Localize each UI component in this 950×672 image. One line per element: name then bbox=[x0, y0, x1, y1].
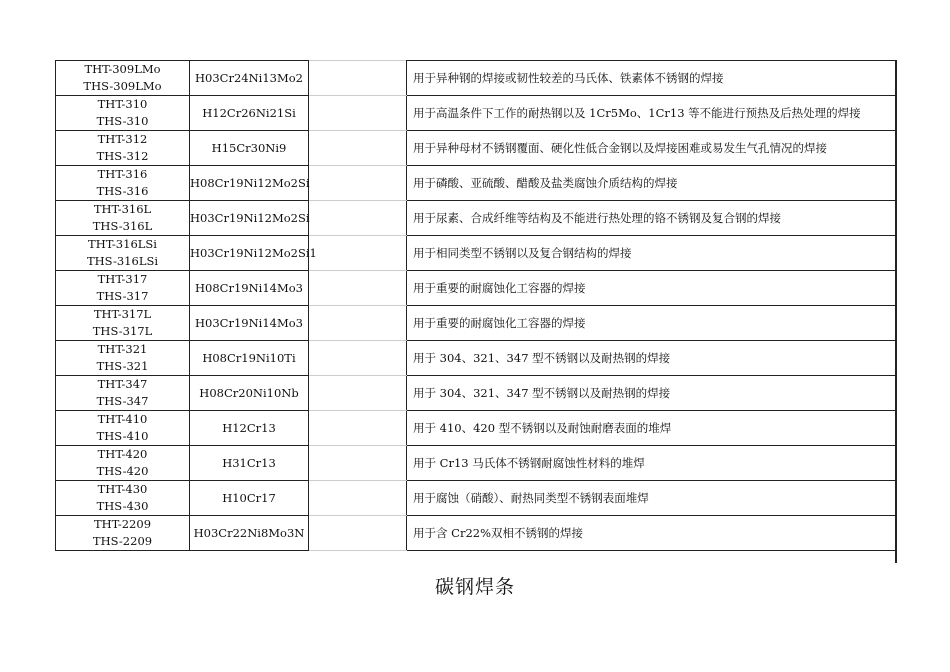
welding-wire-table-container bbox=[55, 60, 896, 551]
usage-cell: 用于异种母材不锈钢覆面、硬化性低合金钢以及焊接困难或易发生气孔情况的焊接 bbox=[407, 131, 896, 166]
model-code: THS-309LMo bbox=[83, 79, 162, 93]
model-cell bbox=[56, 516, 190, 551]
model-code: THS-317L bbox=[92, 324, 153, 338]
model-cell bbox=[56, 61, 190, 96]
blank-cell bbox=[309, 61, 407, 96]
model-code: THS-2209 bbox=[92, 534, 153, 548]
model-cell bbox=[56, 271, 190, 306]
blank-cell bbox=[309, 166, 407, 201]
welding-wire-table bbox=[55, 60, 896, 551]
wire-grade-cell: H03Cr22Ni8Mo3N bbox=[190, 516, 309, 551]
wire-grade-cell: H08Cr19Ni12Mo2Si bbox=[190, 166, 309, 201]
model-code: THS-316 bbox=[96, 184, 149, 198]
model-cell bbox=[56, 411, 190, 446]
model-code: THT-410 bbox=[97, 412, 148, 426]
blank-cell bbox=[309, 131, 407, 166]
wire-grade-cell: H12Cr26Ni21Si bbox=[190, 96, 309, 131]
table-row bbox=[56, 271, 896, 306]
wire-grade-cell: H12Cr13 bbox=[190, 411, 309, 446]
wire-grade-cell: H03Cr19Ni12Mo2Si1 bbox=[190, 236, 309, 271]
usage-cell: 用于重要的耐腐蚀化工容器的焊接 bbox=[407, 306, 896, 341]
usage-cell: 用于高温条件下工作的耐热钢以及 1Cr5Mo、1Cr13 等不能进行预热及后热处理的焊接 bbox=[407, 96, 896, 131]
model-code: THT-317 bbox=[97, 272, 148, 286]
usage-cell: 用于含 Cr22%双相不锈钢的焊接 bbox=[407, 516, 896, 551]
model-code: THS-312 bbox=[96, 149, 149, 163]
blank-cell bbox=[309, 341, 407, 376]
usage-cell: 用于异种钢的焊接或韧性较差的马氏体、铁素体不锈钢的焊接 bbox=[407, 61, 896, 96]
usage-cell: 用于重要的耐腐蚀化工容器的焊接 bbox=[407, 271, 896, 306]
blank-cell bbox=[309, 306, 407, 341]
wire-grade-cell: H03Cr19Ni12Mo2Si bbox=[190, 201, 309, 236]
wire-grade-cell: H15Cr30Ni9 bbox=[190, 131, 309, 166]
model-cell bbox=[56, 376, 190, 411]
blank-cell bbox=[309, 411, 407, 446]
blank-cell bbox=[309, 446, 407, 481]
usage-cell: 用于相同类型不锈钢以及复合钢结构的焊接 bbox=[407, 236, 896, 271]
model-cell bbox=[56, 446, 190, 481]
model-code: THS-316LSi bbox=[86, 254, 159, 268]
blank-cell bbox=[309, 236, 407, 271]
table-row bbox=[56, 236, 896, 271]
usage-cell: 用于 304、321、347 型不锈钢以及耐热钢的焊接 bbox=[407, 341, 896, 376]
model-code: THT-309LMo bbox=[84, 62, 161, 76]
model-code: THS-317 bbox=[96, 289, 149, 303]
usage-cell: 用于腐蚀（硝酸）、耐热同类型不锈钢表面堆焊 bbox=[407, 481, 896, 516]
blank-cell bbox=[309, 96, 407, 131]
model-cell bbox=[56, 96, 190, 131]
model-code: THT-321 bbox=[97, 342, 148, 356]
model-code: THS-321 bbox=[96, 359, 149, 373]
wire-grade-cell: H03Cr19Ni14Mo3 bbox=[190, 306, 309, 341]
model-cell bbox=[56, 236, 190, 271]
usage-cell: 用于 Cr13 马氏体不锈钢耐腐蚀性材料的堆焊 bbox=[407, 446, 896, 481]
model-code: THS-310 bbox=[96, 114, 149, 128]
blank-cell bbox=[309, 481, 407, 516]
usage-cell: 用于 410、420 型不锈钢以及耐蚀耐磨表面的堆焊 bbox=[407, 411, 896, 446]
model-code: THT-420 bbox=[97, 447, 148, 461]
table-row bbox=[56, 341, 896, 376]
model-cell bbox=[56, 306, 190, 341]
table-row bbox=[56, 516, 896, 551]
table-row bbox=[56, 131, 896, 166]
table-row bbox=[56, 166, 896, 201]
table-right-border bbox=[895, 60, 897, 563]
blank-cell bbox=[309, 516, 407, 551]
model-cell bbox=[56, 201, 190, 236]
table-row bbox=[56, 61, 896, 96]
model-code: THT-316L bbox=[93, 202, 152, 216]
wire-grade-cell: H31Cr13 bbox=[190, 446, 309, 481]
wire-grade-cell: H10Cr17 bbox=[190, 481, 309, 516]
table-row bbox=[56, 446, 896, 481]
model-code: THS-430 bbox=[96, 499, 149, 513]
wire-grade-cell: H08Cr20Ni10Nb bbox=[190, 376, 309, 411]
model-cell bbox=[56, 166, 190, 201]
table-row bbox=[56, 96, 896, 131]
model-code: THS-347 bbox=[96, 394, 149, 408]
model-code: THT-430 bbox=[97, 482, 148, 496]
wire-grade-cell: H08Cr19Ni10Ti bbox=[190, 341, 309, 376]
usage-cell: 用于尿素、合成纤维等结构及不能进行热处理的铬不锈钢及复合钢的焊接 bbox=[407, 201, 896, 236]
model-code: THS-316L bbox=[92, 219, 153, 233]
table-row bbox=[56, 201, 896, 236]
model-cell bbox=[56, 341, 190, 376]
section-title: 碳钢焊条 bbox=[434, 576, 515, 598]
table-row bbox=[56, 481, 896, 516]
table-row bbox=[56, 376, 896, 411]
model-cell bbox=[56, 131, 190, 166]
model-code: THT-347 bbox=[97, 377, 148, 391]
model-code: THS-420 bbox=[96, 464, 149, 478]
model-code: THT-316LSi bbox=[88, 237, 157, 251]
model-code: THT-312 bbox=[97, 132, 148, 146]
model-code: THT-310 bbox=[97, 97, 148, 111]
model-code: THT-317L bbox=[93, 307, 152, 321]
usage-cell: 用于 304、321、347 型不锈钢以及耐热钢的焊接 bbox=[407, 376, 896, 411]
wire-grade-cell: H03Cr24Ni13Mo2 bbox=[190, 61, 309, 96]
blank-cell bbox=[309, 376, 407, 411]
table-row bbox=[56, 411, 896, 446]
table-row bbox=[56, 306, 896, 341]
model-code: THS-410 bbox=[96, 429, 149, 443]
usage-cell: 用于磷酸、亚硫酸、醋酸及盐类腐蚀介质结构的焊接 bbox=[407, 166, 896, 201]
wire-grade-cell: H08Cr19Ni14Mo3 bbox=[190, 271, 309, 306]
blank-cell bbox=[309, 201, 407, 236]
model-code: THT-316 bbox=[97, 167, 148, 181]
model-code: THT-2209 bbox=[93, 517, 152, 531]
blank-cell bbox=[309, 271, 407, 306]
model-cell bbox=[56, 481, 190, 516]
